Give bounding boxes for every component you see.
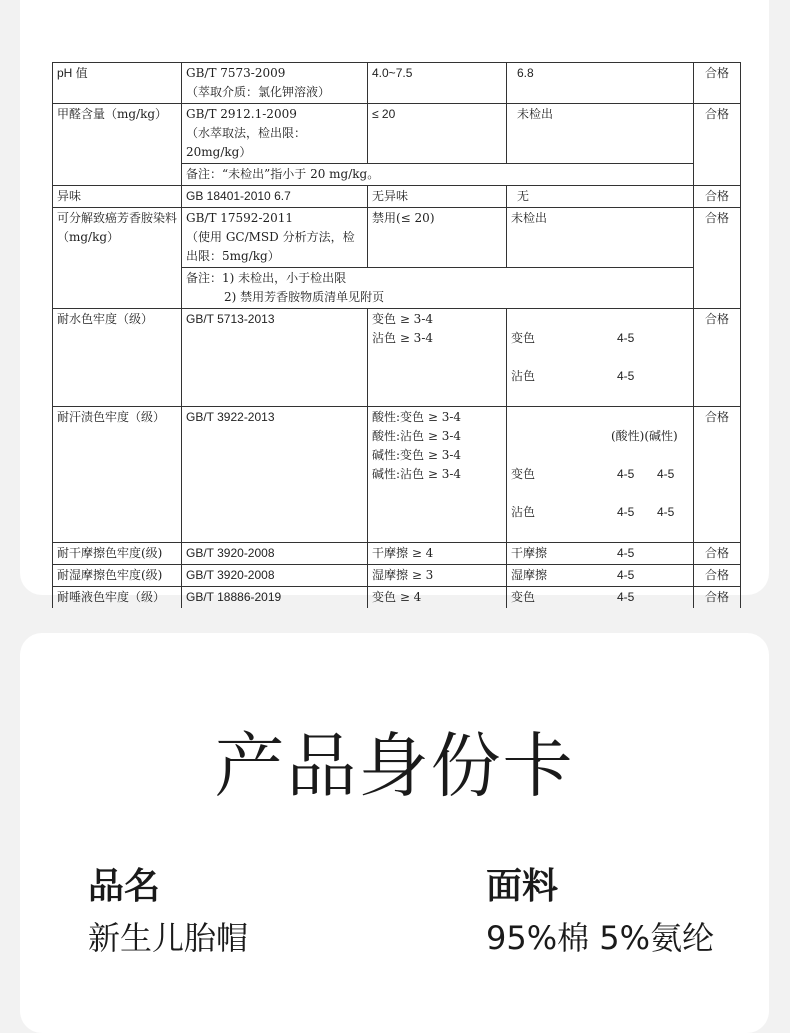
item-cell: 异味 [53,186,182,208]
verdict-cell: 合格 [694,407,741,543]
verdict-cell: 合格 [694,63,741,104]
standard-cell: GB/T 3920-2008 [182,543,368,565]
item-cell: 甲醛含量（mg/kg） [53,104,182,186]
requirement-cell: 干摩擦 ≥ 4 [368,543,507,565]
standard-cell: GB/T 3920-2008 [182,565,368,587]
standard-cell: GB/T 17592-2011 （使用 GC/MSD 分析方法，检出限：5mg/kg） [182,208,368,268]
result-cell [507,309,694,407]
requirement-cell [368,407,507,543]
verdict-cell: 合格 [694,186,741,208]
fabric-value: 95%棉 5%氨纶 [486,919,715,957]
table-row [53,407,741,543]
standard-cell: GB/T 2912.1-2009 （水萃取法，检出限：20mg/kg） [182,104,368,164]
item-cell: 耐湿摩擦色牢度(级) [53,565,182,587]
result-cell: 变色 4-5 [507,587,694,609]
requirement-line: 碱性:沾色 ≥ 3-4 [372,467,462,481]
result-line: 沾色 4-5 4-5 [511,505,675,519]
standard-cell: GB/T 7573-2009 （萃取介质：氯化钾溶液） [182,63,368,104]
requirement-line: 变色 ≥ 3-4 [372,312,434,326]
verdict-cell: 合格 [694,543,741,565]
verdict-cell: 合格 [694,309,741,407]
item-cell: 耐水色牢度（级） [53,309,182,407]
product-name-value: 新生儿胎帽 [88,919,249,957]
item-cell: pH 值 [53,63,182,104]
requirement-cell: 无异味 [368,186,507,208]
table-row [53,543,741,565]
result-cell: 6.8 [507,63,694,104]
requirement-cell: 4.0~7.5 [368,63,507,104]
requirement-cell [368,309,507,407]
result-cell: 干摩擦 4-5 [507,543,694,565]
requirement-cell: 变色 ≥ 4 [368,587,507,609]
verdict-cell: 合格 [694,587,741,609]
table-row [53,587,741,609]
verdict-cell: 合格 [694,208,741,309]
result-line: 沾色 4-5 [511,369,635,383]
item-cell: 可分解致癌芳香胺染料（mg/kg） [53,208,182,309]
standard-cell: GB/T 18886-2019 [182,587,368,609]
verdict-cell: 合格 [694,565,741,587]
standard-cell: GB/T 3922-2013 [182,407,368,543]
requirement-cell: ≤ 20 [368,104,507,164]
note-line: 备注：1) 未检出，小于检出限 [186,271,347,285]
item-cell: 耐唾液色牢度（级） [53,587,182,609]
requirement-line: 酸性:变色 ≥ 3-4 [372,410,462,424]
note-cell: 备注：“未检出”指小于 20 mg/kg。 [182,164,694,186]
requirement-cell: 禁用(≤ 20) [368,208,507,268]
table-row [53,63,741,104]
item-cell: 耐干摩擦色牢度(级) [53,543,182,565]
note-cell [182,268,694,309]
result-cell [507,407,694,543]
result-line: 变色 4-5 4-5 [511,467,675,481]
card-title: 产品身份卡 [214,725,575,807]
requirement-line: 酸性:沾色 ≥ 3-4 [372,429,462,443]
table-row [53,208,741,268]
product-id-card [20,633,769,1033]
result-header: (酸性)(碱性) [611,429,678,443]
result-cell: 未检出 [507,104,694,164]
result-cell: 无 [507,186,694,208]
standard-cell: GB/T 5713-2013 [182,309,368,407]
result-line: 变色 4-5 [511,331,635,345]
result-cell: 未检出 [507,208,694,268]
requirement-cell: 湿摩擦 ≥ 3 [368,565,507,587]
product-name-label: 品名 [88,866,161,907]
requirement-line: 碱性:变色 ≥ 3-4 [372,448,462,462]
test-report-table [52,62,741,608]
table-row [53,186,741,208]
item-cell: 耐汗渍色牢度（级） [53,407,182,543]
standard-cell: GB 18401-2010 6.7 [182,186,368,208]
requirement-line: 沾色 ≥ 3-4 [372,331,434,345]
table-row [53,104,741,164]
fabric-label: 面料 [486,866,559,907]
table-row [53,309,741,407]
verdict-cell: 合格 [694,104,741,186]
table-row [53,565,741,587]
result-cell: 湿摩擦 4-5 [507,565,694,587]
note-line: 2) 禁用芳香胺物质清单见附页 [224,290,385,304]
